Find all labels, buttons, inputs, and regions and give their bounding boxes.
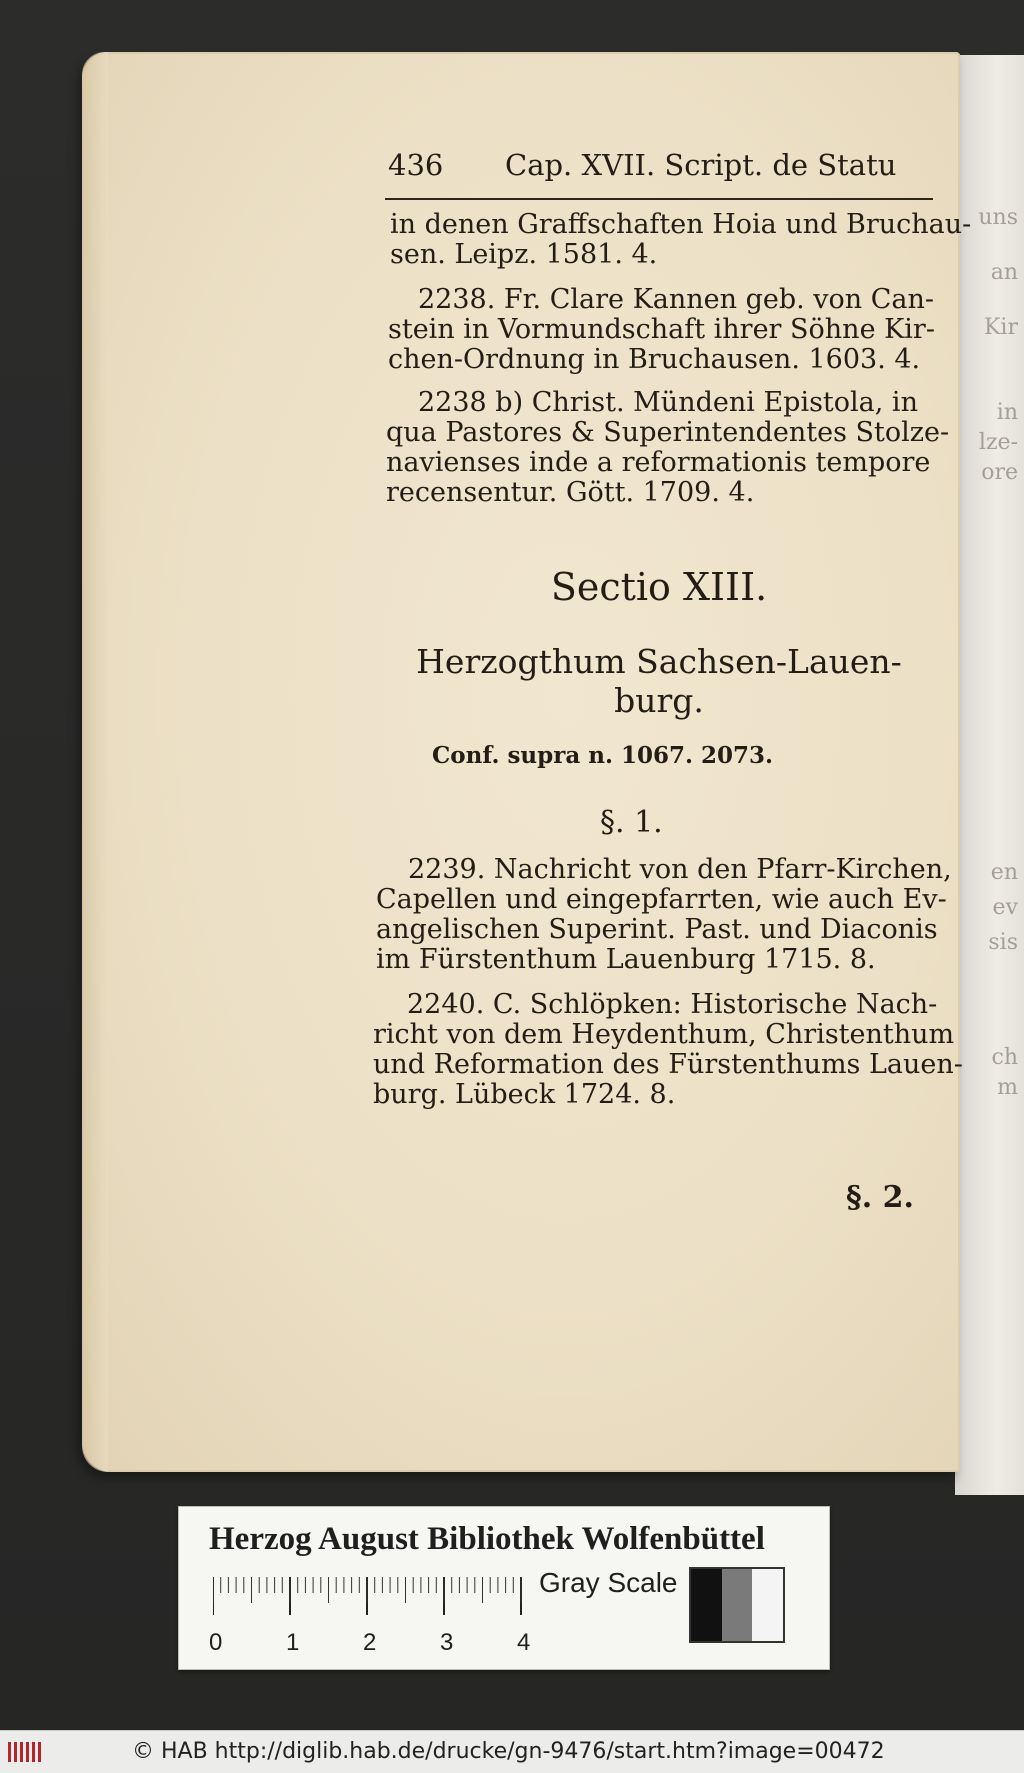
gray-scale-swatch [689, 1567, 785, 1643]
entry-line: 2238. Fr. Clare Kannen geb. von Can- [418, 284, 935, 315]
entry-line: und Reformation des Fürstenthums Lauen- [373, 1049, 963, 1080]
entry-2239 [376, 855, 952, 975]
entry-line: burg. Lübeck 1724. 8. [373, 1079, 676, 1110]
gray-swatch-black [691, 1569, 722, 1641]
entry-line: chen-Ordnung in Bruchausen. 1603. 4. [388, 344, 921, 375]
gray-swatch-mid [722, 1569, 753, 1641]
paragraph-heading-1: §. 1. [600, 805, 663, 840]
entry-line: recensentur. Gött. 1709. 4. [386, 477, 755, 508]
entry-2240 [373, 990, 963, 1110]
section-title-text: Sectio XIII. [550, 565, 768, 609]
heading-line: burg. [614, 681, 704, 720]
entry-line: sen. Leipz. 1581. 4. [390, 239, 658, 270]
ruler-label: 1 [286, 1629, 300, 1656]
cross-reference: Conf. supra n. 1067. 2073. [432, 742, 774, 769]
page-edge-shadow [82, 52, 108, 1472]
entry-line: 2240. C. Schlöpken: Historische Nach- [407, 989, 938, 1020]
ruler-label: 3 [440, 1629, 454, 1656]
library-logo-icon [6, 1739, 46, 1765]
footer-bar [0, 1730, 1024, 1773]
heading-line: Herzogthum Sachsen-Lauen- [416, 642, 902, 681]
ruler-label: 4 [517, 1629, 531, 1656]
gray-scale-label: Gray Scale [539, 1567, 678, 1598]
ruler-label: 0 [209, 1629, 223, 1656]
section-title [385, 565, 933, 609]
entry-line: in denen Graffschaften Hoia und Bruchau- [390, 209, 972, 240]
catchword: §. 2. [846, 1180, 914, 1215]
entry-line: angelischen Superint. Past. und Diaconis [376, 914, 938, 945]
color-calibration-card [178, 1506, 830, 1670]
running-title: Cap. XVII. Script. de Statu [505, 148, 897, 182]
section-heading [385, 642, 933, 720]
entry-continuation [390, 210, 971, 270]
page-number: 436 [388, 148, 444, 182]
gray-swatch-white [752, 1569, 783, 1641]
entry-line: stein in Vormundschaft ihrer Söhne Kir- [388, 314, 935, 345]
facing-page-edge: uns an Kir in lze- ore en ev sis ch m [955, 55, 1024, 1495]
footer-citation: © HAB http://diglib.hab.de/drucke/gn-9476/start.htm?image=00472 [132, 1739, 885, 1764]
entry-line: qua Pastores & Superintendentes Stolze- [386, 417, 950, 448]
entry-line: navienses inde a reformationis tempore [386, 447, 931, 478]
entry-line: 2239. Nachricht von den Pfarr-Kirchen, [408, 854, 952, 885]
entry-line: im Fürstenthum Lauenburg 1715. 8. [376, 944, 876, 975]
card-title: Herzog August Bibliothek Wolfenbüttel [209, 1521, 765, 1557]
ruler-scale [213, 1575, 523, 1619]
ruler-labels [207, 1629, 537, 1659]
entry-line: 2238 b) Christ. Mündeni Epistola, in [418, 387, 918, 418]
header-rule [385, 198, 933, 200]
ruler-label: 2 [363, 1629, 377, 1656]
entry-line: Capellen und eingepfarrten, wie auch Ev- [376, 884, 947, 915]
entry-2238 [388, 285, 935, 375]
entry-2238b [386, 388, 949, 508]
entry-line: richt von dem Heydenthum, Christenthum [373, 1019, 955, 1050]
